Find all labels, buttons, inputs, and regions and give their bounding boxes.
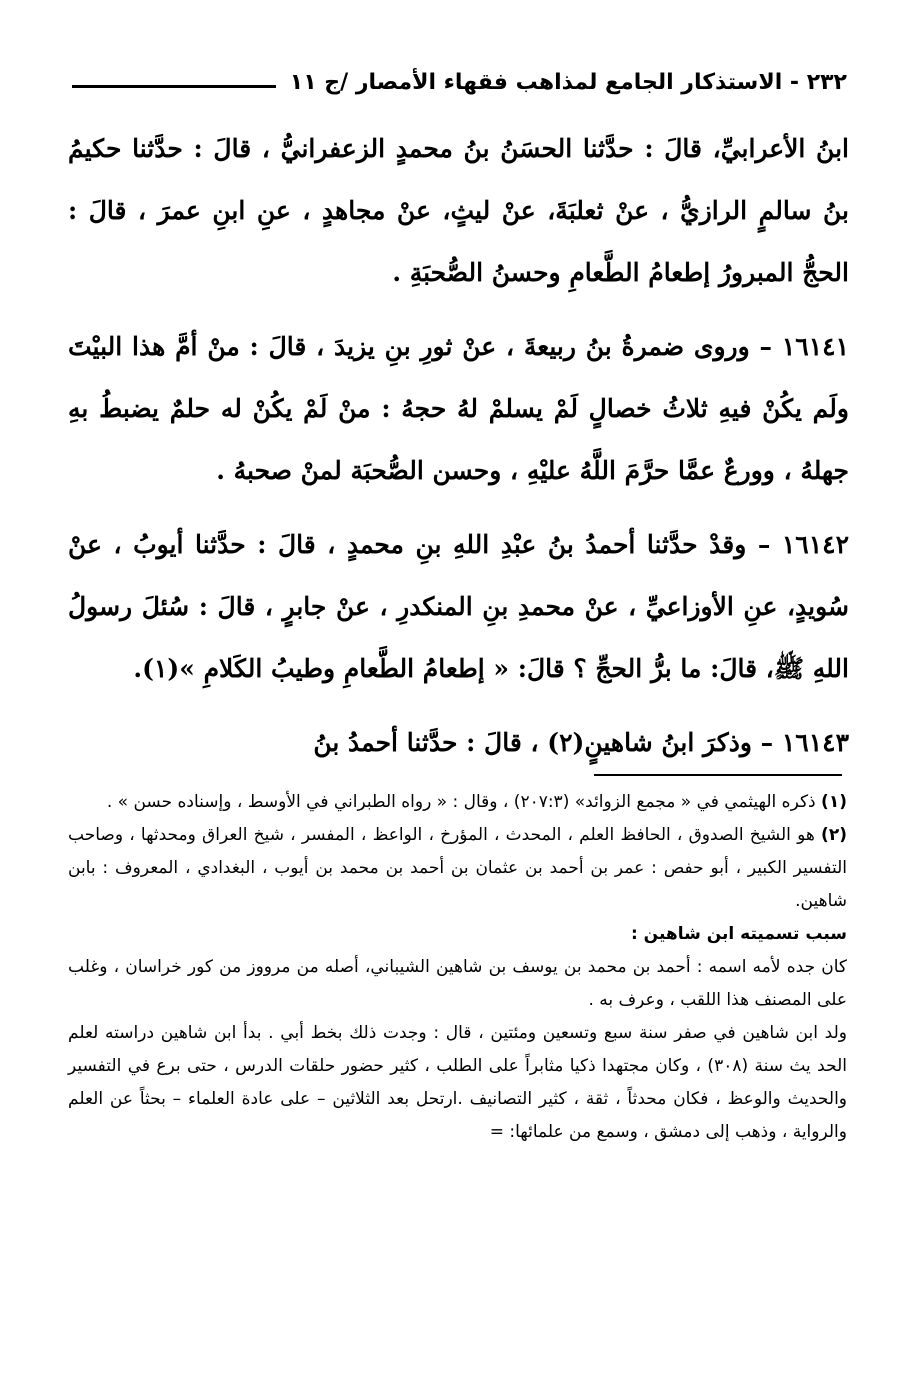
footnote-paragraph: ولد ابن شاهين في صفر سنة سبع وتسعين ومئتين ، قال : وجدت ذلك بخط أبي . بدأ ابن شاهين دراسته لعلم الحد يث سنة (٣٠٨) ، وكان مجتهدا ذكيا مثابراً على الطلب ، كثير حضور حلقات الدرس ، حتى برع في التفسير والحديث والوعظ ، فكان محدثاً ، ثقة ، كثير التصانيف .ارتحل بعد الثلاثين – على عادة العلماء – بحثاً عن العلم والرواية ، وذهب إلى دمشق ، وسمع من علمائها: = (68, 1023, 847, 1142)
footnotes (68, 786, 847, 1149)
main-text (68, 118, 849, 786)
footnote-2 (68, 819, 847, 918)
hadith-16143 (68, 712, 849, 774)
footnote-separator (594, 774, 842, 776)
running-title: ٢٣٢ - الاستذكار الجامع لمذاهب فقهاء الأمصار /ج ١١ (289, 69, 847, 95)
footnote-number: (٢) (821, 825, 847, 845)
hadith-number: ١٦١٤٢ – (757, 530, 849, 559)
footnote-text: ذكره الهيثمي في « مجمع الزوائد» (٢٠٧:٣) ، وقال : « رواه الطبراني في الأوسط ، وإسناده حسن » . (106, 792, 816, 812)
footnote-text: هو الشيخ الصدوق ، الحافظ العلم ، المحدث ، المؤرخ ، الواعظ ، المفسر ، شيخ العراق ومحدثها ، وصاحب التفسير الكبير ، أبو حفص : عمر بن أحمد بن عثمان بن أحمد بن محمد بن أيوب ، البغدادي ، المعروف : بابن شاهين. (68, 825, 847, 911)
page-header (72, 62, 847, 102)
footnote-heading: سبب تسميته ابن شاهين : (630, 924, 847, 944)
hadith-16141 (68, 316, 849, 502)
hadith-16142 (68, 514, 849, 700)
hadith-text: وروى ضمرةُ بنُ ربيعةَ ، عنْ ثورِ بنِ يزيدَ ، قالَ : منْ أمَّ هذا البيْتَ ولَم يكُنْ فيهِ ثلاثُ خصالٍ لَمْ يسلمْ لهُ حجهُ : منْ لَمْ يكُنْ له حلمٌ يضبطُ بهِ جهلهُ ، وورعٌ عمَّا حرَّمَ اللَّهُ عليْهِ ، وحسن الصُّحبَة لمنْ صحبهُ . (68, 332, 849, 485)
hadith-number: ١٦١٤١ – (759, 332, 849, 361)
paragraph-continuation: ابنُ الأعرابيِّ، قالَ : حدَّثنا الحسَنُ بنُ محمدٍ الزعفرانيُّ ، قالَ : حدَّثنا حكيمُ بنُ سالمٍ الرازيُّ ، عنْ ثعلبَةَ، عنْ ليثٍ، عنْ مجاهدٍ ، عنِ ابنِ عمرَ ، قالَ : الحجُّ المبرورُ إطعامُ الطَّعامِ وحسنُ الصُّحبَةِ . (68, 134, 849, 287)
footnote-1 (68, 786, 847, 819)
hadith-text: وقدْ حدَّثنا أحمدُ بنُ عبْدِ اللهِ بنِ محمدٍ ، قالَ : حدَّثنا أيوبُ ، عنْ سُويدٍ، عنِ الأوزاعيِّ ، عنْ محمدِ بنِ المنكدرِ ، عنْ جابرٍ ، قالَ : سُئلَ رسولُ اللهِ ﷺ، قالَ: ما برُّ الحجِّ ؟ قالَ: « إطعامُ الطَّعامِ وطيبُ الكَلامِ »(١). (68, 530, 849, 683)
hadith-number: ١٦١٤٣ – (760, 728, 849, 757)
footnote-number: (١) (821, 792, 847, 812)
footnote-paragraph: كان جده لأمه اسمه : أحمد بن محمد بن يوسف بن شاهين الشيباني، أصله من مرووز من كور خراسان ، وغلب على المصنف هذا اللقب ، وعرف به . (68, 957, 847, 1010)
hadith-text: وذكرَ ابنُ شاهينٍ(٢) ، قالَ : حدَّثنا أحمدُ بنُ (313, 728, 752, 757)
header-rule (72, 85, 276, 88)
